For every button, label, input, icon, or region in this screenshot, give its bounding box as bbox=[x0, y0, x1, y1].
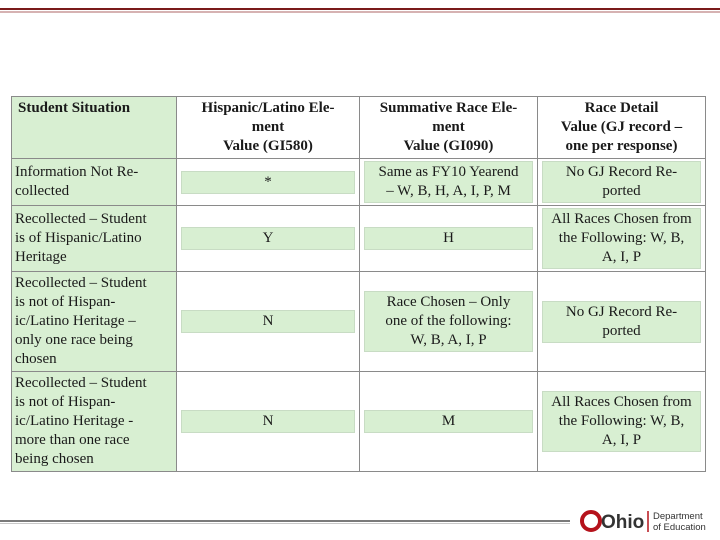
top-divider-light-line bbox=[0, 11, 720, 13]
situation-line: Heritage bbox=[15, 249, 67, 265]
header-text bbox=[363, 99, 534, 156]
situation-line: collected bbox=[15, 183, 70, 199]
cell-hispanic-latino-value-box bbox=[181, 171, 355, 194]
cell-hispanic-latino-value bbox=[177, 372, 360, 472]
header-text-line: Race Detail bbox=[584, 100, 659, 116]
cell-hispanic-latino-value bbox=[177, 272, 360, 372]
situation-line: chosen bbox=[15, 351, 57, 367]
detail-line: ported bbox=[602, 322, 641, 339]
situation-line: more than one race bbox=[15, 432, 130, 448]
header-text-line: ment bbox=[432, 119, 465, 135]
table-row bbox=[12, 372, 706, 472]
summative-line: Same as FY10 Yearend bbox=[378, 164, 519, 180]
detail-line: A, I, P bbox=[601, 249, 642, 265]
header-text-line: one per response) bbox=[565, 138, 678, 154]
detail-line: the Following: W, B, bbox=[558, 413, 685, 429]
cell-race-detail-value bbox=[538, 206, 706, 272]
cell-student-situation bbox=[12, 272, 177, 372]
cell-hispanic-latino-value-box bbox=[181, 227, 355, 250]
bottom-divider bbox=[0, 520, 570, 524]
table-header-row bbox=[12, 97, 706, 159]
bottom-divider-dark-line bbox=[0, 520, 570, 522]
situation-line: is not of Hispan- bbox=[15, 394, 116, 410]
cell-summative-race-value bbox=[360, 372, 538, 472]
situation-line: Recollected – Student bbox=[15, 375, 147, 391]
header-text-line: Value (GI580) bbox=[223, 138, 313, 154]
header-text-line: Student Situation bbox=[18, 100, 131, 116]
cell-summative-race-value-box bbox=[364, 291, 533, 352]
cell-hispanic-latino-value-box bbox=[181, 410, 355, 433]
cell-summative-race-value-box bbox=[364, 410, 533, 433]
top-divider bbox=[0, 8, 720, 13]
summative-line: – W, B, H, A, I, P, M bbox=[386, 183, 511, 199]
hispanic-line: N bbox=[262, 313, 274, 329]
header-race-detail bbox=[538, 97, 706, 159]
situation-line: only one race being bbox=[15, 332, 133, 348]
summative-line: Race Chosen – Only bbox=[386, 294, 511, 310]
cell-summative-race-value-box bbox=[364, 161, 533, 203]
cell-student-situation bbox=[12, 159, 177, 206]
detail-line: All Races Chosen from bbox=[551, 394, 692, 410]
cell-hispanic-latino-value bbox=[177, 206, 360, 272]
table-row bbox=[12, 206, 706, 272]
ohio-logo-line2: of Education bbox=[653, 522, 706, 533]
header-summative-race bbox=[360, 97, 538, 159]
cell-race-detail-value bbox=[538, 159, 706, 206]
header-text bbox=[180, 99, 356, 156]
cell-summative-race-value bbox=[360, 206, 538, 272]
header-hispanic-latino bbox=[177, 97, 360, 159]
cell-student-situation bbox=[12, 372, 177, 472]
header-text bbox=[18, 99, 173, 118]
cell-hispanic-latino-value-box bbox=[181, 310, 355, 333]
header-text-line: Value (GJ record – bbox=[560, 119, 683, 135]
cell-race-detail-value-box bbox=[542, 301, 701, 343]
header-text-line: Value (GI090) bbox=[403, 138, 494, 154]
table-body bbox=[12, 97, 706, 472]
cell-race-detail-value bbox=[538, 372, 706, 472]
cell-student-situation bbox=[12, 206, 177, 272]
detail-line: the Following: W, B, bbox=[558, 230, 685, 246]
hispanic-line: N bbox=[262, 413, 274, 429]
ohio-logo-line1: Department bbox=[653, 511, 703, 522]
detail-line: A, I, P bbox=[601, 432, 642, 448]
cell-hispanic-latino-value bbox=[177, 159, 360, 206]
situation-line: Information Not Re- bbox=[15, 164, 139, 180]
situation-line: ic/Latino Heritage - bbox=[15, 413, 134, 429]
hispanic-line: Y bbox=[262, 230, 274, 246]
cell-race-detail-value bbox=[538, 272, 706, 372]
race-ethnicity-table bbox=[11, 96, 706, 472]
cell-summative-race-value-box bbox=[364, 227, 533, 250]
summative-line: one of the following: bbox=[385, 313, 512, 329]
top-divider-dark-line bbox=[0, 8, 720, 10]
situation-line: is not of Hispan- bbox=[15, 294, 116, 310]
header-text bbox=[541, 99, 702, 156]
cell-race-detail-value-box bbox=[542, 208, 701, 269]
situation-line: is of Hispanic/Latino bbox=[15, 230, 142, 246]
header-student-situation bbox=[12, 97, 177, 159]
hispanic-line: * bbox=[264, 173, 272, 190]
detail-line: No GJ Record Re- bbox=[565, 164, 678, 180]
header-text-line: Summative Race Ele- bbox=[379, 100, 518, 116]
ohio-logo-svg bbox=[580, 508, 715, 534]
header-text-line: ment bbox=[251, 119, 285, 135]
cell-race-detail-value-box bbox=[542, 161, 701, 203]
cell-race-detail-value-box bbox=[542, 391, 701, 452]
header-text-line: Hispanic/Latino Ele- bbox=[201, 100, 335, 116]
summative-line: M bbox=[441, 413, 456, 429]
table-row bbox=[12, 159, 706, 206]
situation-line: Recollected – Student bbox=[15, 211, 147, 227]
situation-line: being chosen bbox=[15, 451, 94, 467]
detail-line: No GJ Record Re- bbox=[565, 303, 678, 320]
situation-line: ic/Latino Heritage – bbox=[15, 313, 136, 329]
situation-line: Recollected – Student bbox=[15, 275, 147, 291]
detail-line: ported bbox=[602, 183, 641, 199]
ohio-logo-wordmark: Ohio bbox=[601, 512, 645, 533]
bottom-divider-light-line bbox=[0, 523, 570, 524]
cell-summative-race-value bbox=[360, 159, 538, 206]
summative-line: W, B, A, I, P bbox=[410, 332, 487, 348]
cell-summative-race-value bbox=[360, 272, 538, 372]
ohio-logo-o-mark bbox=[582, 512, 600, 530]
detail-line: All Races Chosen from bbox=[551, 211, 692, 227]
table-row bbox=[12, 272, 706, 372]
ohio-department-of-education-logo bbox=[580, 508, 715, 534]
summative-line: H bbox=[443, 230, 454, 246]
